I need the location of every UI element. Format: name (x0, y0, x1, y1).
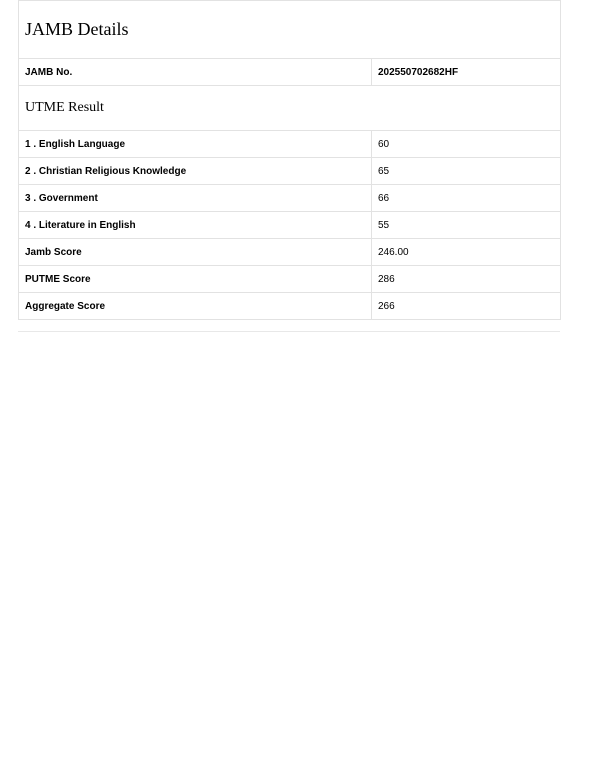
subject-label: 3 . Government (19, 185, 372, 212)
subject-score: 60 (372, 131, 561, 158)
section-title: UTME Result (19, 86, 561, 131)
subject-score: 66 (372, 185, 561, 212)
section-row (19, 86, 561, 131)
subject-score: 55 (372, 212, 561, 239)
aggregate-score-value: 266 (372, 293, 561, 320)
subject-row (19, 131, 561, 158)
subject-score: 65 (372, 158, 561, 185)
title-row (19, 1, 561, 59)
jamb-no-value: 202550702682HF (372, 59, 561, 86)
jamb-details-document (18, 0, 560, 320)
putme-score-label: PUTME Score (19, 266, 372, 293)
jamb-score-row (19, 239, 561, 266)
jamb-score-value: 246.00 (372, 239, 561, 266)
jamb-score-label: Jamb Score (19, 239, 372, 266)
subject-label: 4 . Literature in English (19, 212, 372, 239)
jamb-no-label: JAMB No. (19, 59, 372, 86)
jamb-details-table (18, 0, 561, 320)
divider (18, 331, 560, 332)
subject-label: 1 . English Language (19, 131, 372, 158)
subject-label: 2 . Christian Religious Knowledge (19, 158, 372, 185)
aggregate-score-row (19, 293, 561, 320)
jamb-no-row (19, 59, 561, 86)
subject-row (19, 158, 561, 185)
aggregate-score-label: Aggregate Score (19, 293, 372, 320)
subject-row (19, 185, 561, 212)
page-title: JAMB Details (19, 1, 561, 59)
putme-score-row (19, 266, 561, 293)
subject-row (19, 212, 561, 239)
putme-score-value: 286 (372, 266, 561, 293)
